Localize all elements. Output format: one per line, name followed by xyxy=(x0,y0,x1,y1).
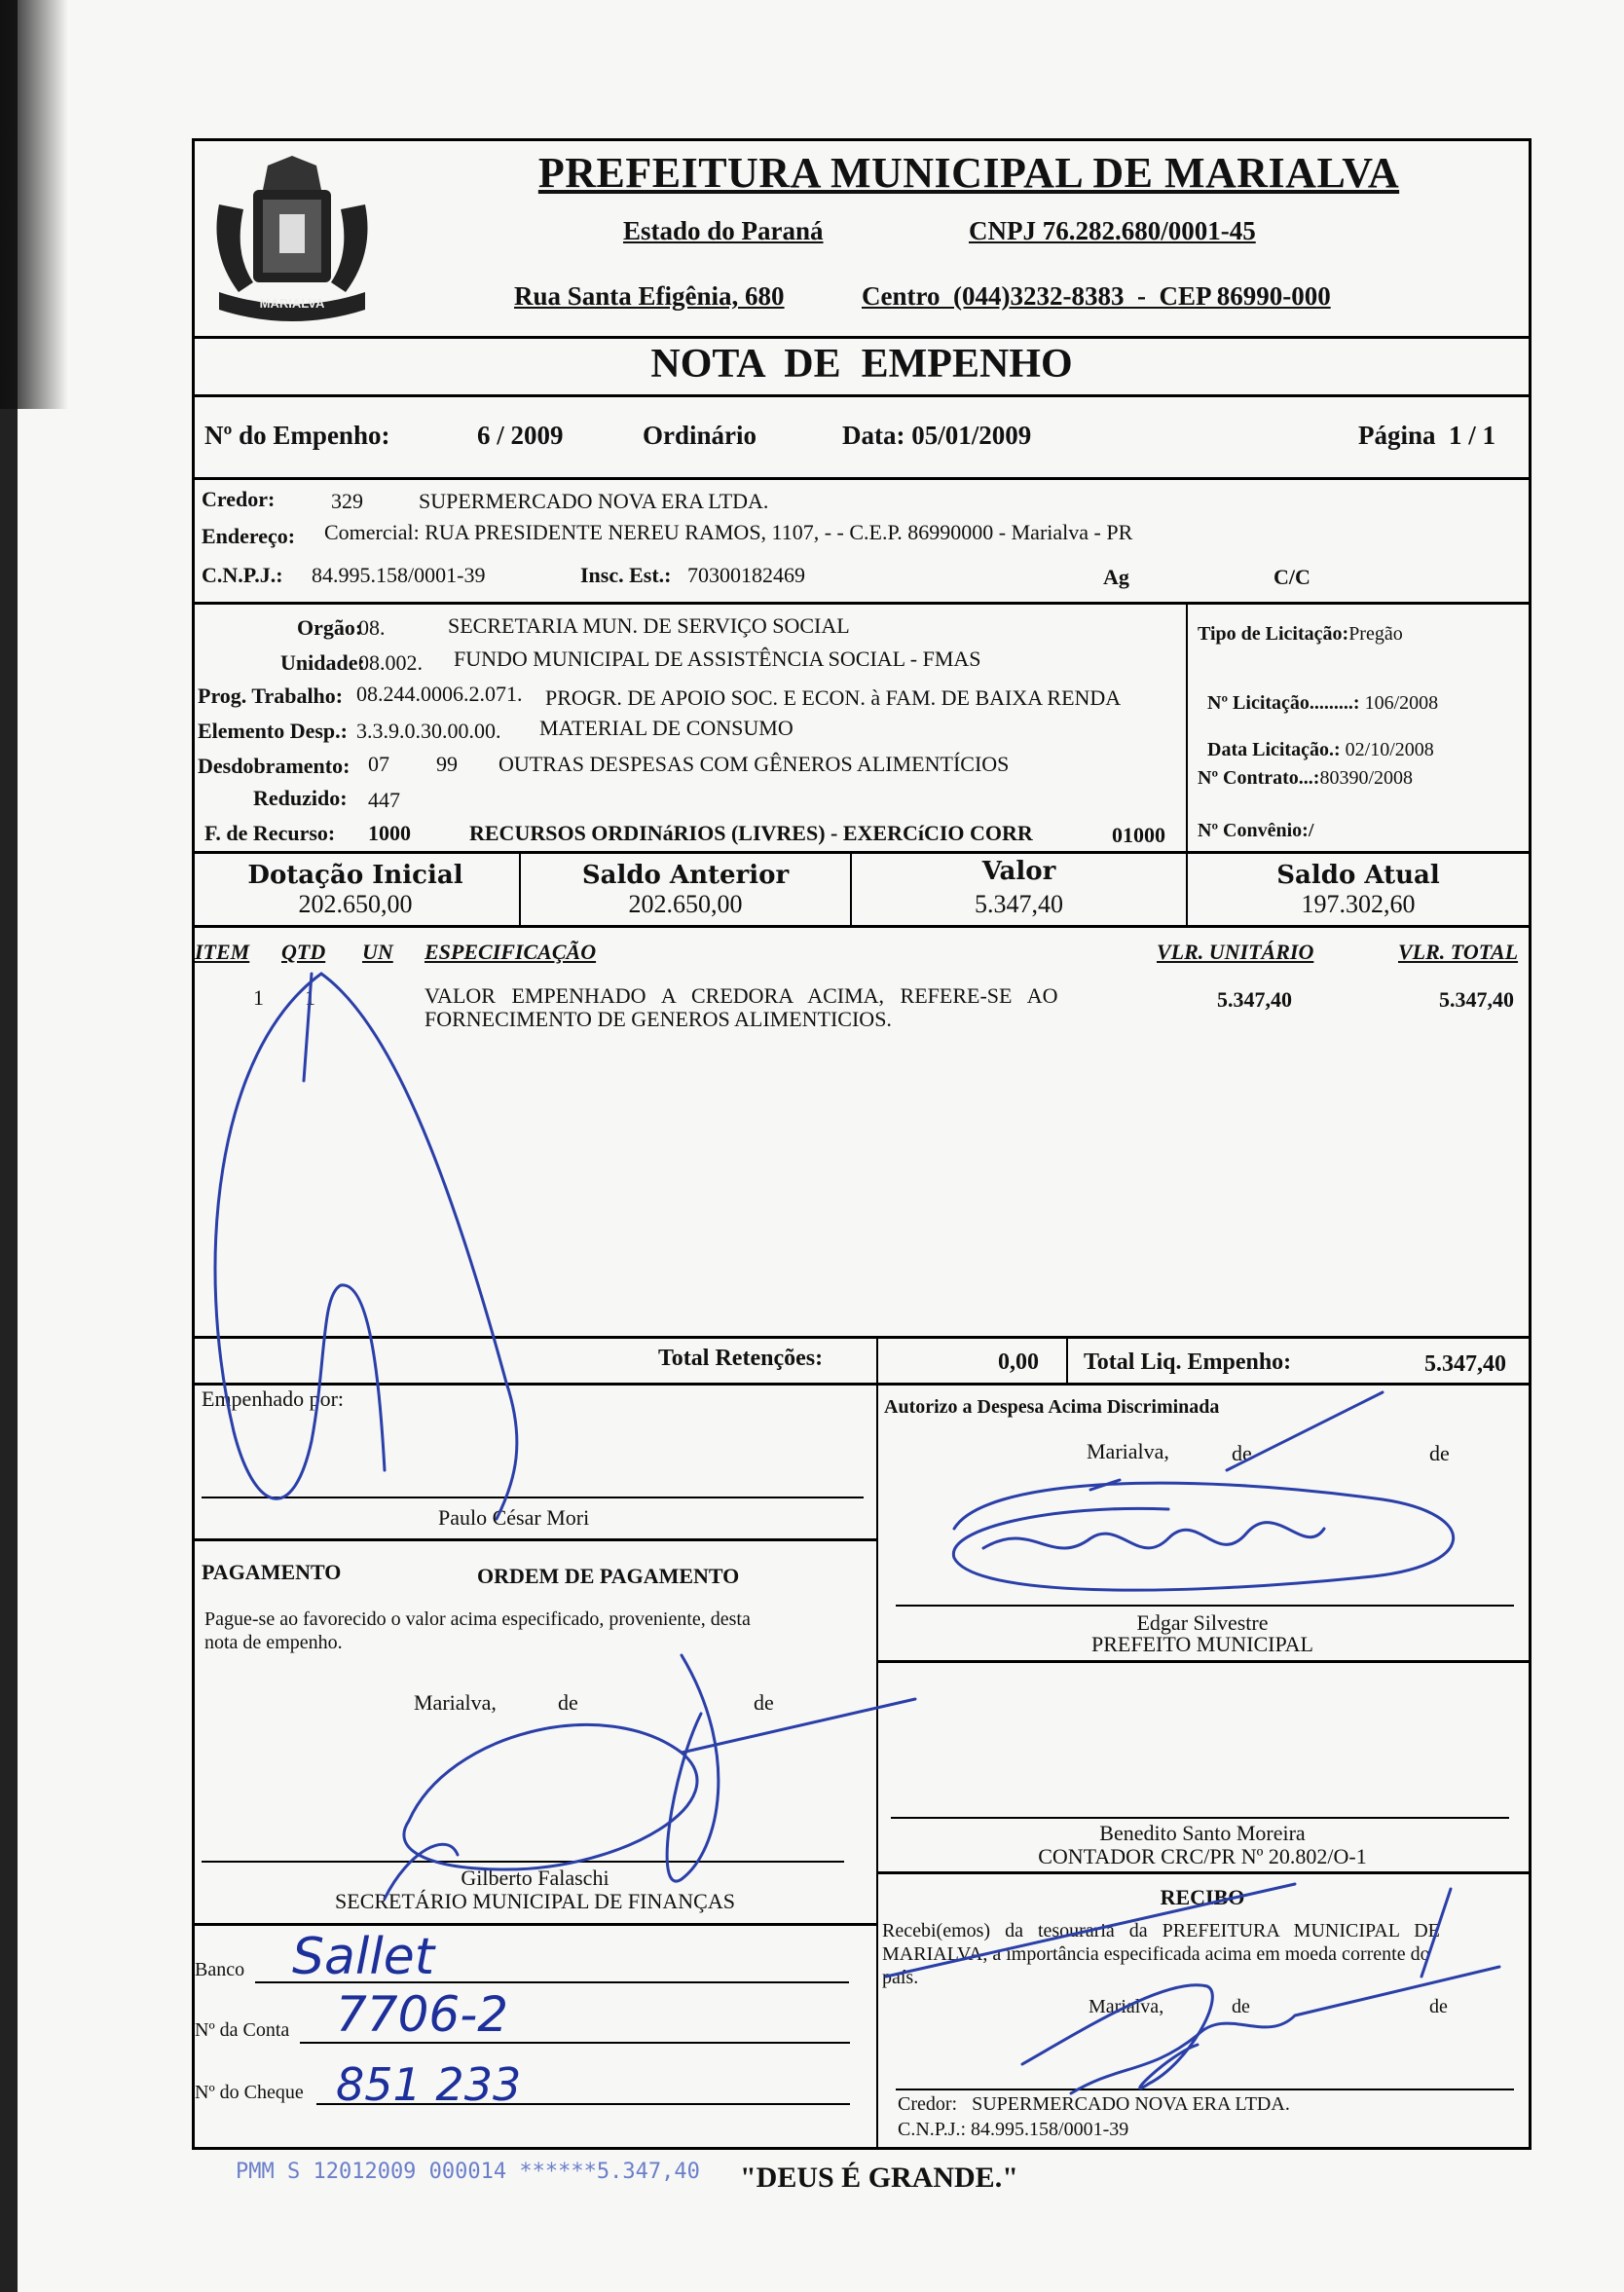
valor-value: 5.347,40 xyxy=(975,890,1063,918)
recibo-text-line1: Recebi(emos) da tesouraria da PREFEITURA MUNICIPAL DE xyxy=(882,1920,1440,1941)
cheque-label: Nº do Cheque xyxy=(195,2082,304,2103)
desd-code2: 99 xyxy=(436,752,458,776)
insc-label: Insc. Est.: xyxy=(580,563,672,587)
desd-value: OUTRAS DESPESAS COM GÊNEROS ALIMENTÍCIOS xyxy=(498,752,1010,776)
pagamento-top xyxy=(192,1538,878,1541)
liq-value: 5.347,40 xyxy=(1424,1351,1506,1377)
recibo-credor: Credor: SUPERMERCADO NOVA ERA LTDA. xyxy=(898,2093,1290,2115)
item-vlr-total: 5.347,40 xyxy=(1439,987,1514,1012)
totals-top xyxy=(192,1336,1532,1339)
footer-stamp: PMM S 12012009 000014 ******5.347,40 xyxy=(236,2160,700,2184)
item-number: 1 xyxy=(253,985,264,1010)
recibo-sign-line xyxy=(896,2089,1514,2090)
banco-top xyxy=(192,1923,878,1926)
convenio-label: Nº Convênio:/ xyxy=(1198,820,1314,841)
empenho-page: Página 1 / 1 xyxy=(1358,421,1496,450)
pagamento-text-line1: Pague-se ao favorecido o valor acima especificado, proveniente, desta xyxy=(204,1608,751,1630)
tipo-licitacao-value: Pregão xyxy=(1348,623,1403,645)
autorizo-role: PREFEITO MUNICIPAL xyxy=(1091,1632,1313,1656)
frec-value: RECURSOS ORDINáRIOS (LIVRES) - EXERCíCIO CORR xyxy=(469,821,1033,845)
credor-code: 329 xyxy=(331,489,363,513)
recibo-text-line3: país. xyxy=(882,1967,919,1988)
empenho-date: Data: 05/01/2009 xyxy=(842,421,1032,450)
totals-div-2 xyxy=(1066,1337,1068,1383)
conta-label: Nº da Conta xyxy=(195,2019,290,2041)
frec-code: 1000 xyxy=(368,821,411,845)
conta-handwritten: 7706-2 xyxy=(336,1986,509,2043)
prog-code: 08.244.0006.2.071. xyxy=(356,682,523,706)
frec-label: F. de Recurso: xyxy=(204,821,336,845)
contrato-value: 80390/2008 xyxy=(1319,767,1414,789)
contador-name: Benedito Santo Moreira xyxy=(1099,1821,1306,1845)
pagamento-label: PAGAMENTO xyxy=(202,1560,342,1584)
dotacao-value: 202.650,00 xyxy=(298,890,413,918)
contador-role: CONTADOR CRC/PR Nº 20.802/O-1 xyxy=(1038,1844,1367,1868)
municipal-crest xyxy=(200,146,385,336)
col-item: ITEM xyxy=(195,940,250,964)
pagamento-role: SECRETÁRIO MUNICIPAL DE FINANÇAS xyxy=(335,1889,735,1913)
reduzido-label: Reduzido: xyxy=(253,786,348,810)
recibo-cnpj: C.N.P.J.: 84.995.158/0001-39 xyxy=(898,2119,1129,2140)
frame-top xyxy=(192,138,1532,141)
crest-label: MARIALVA xyxy=(259,296,325,311)
retencoes-value: 0,00 xyxy=(998,1349,1039,1375)
prog-label: Prog. Trabalho: xyxy=(198,684,344,708)
budget-divider xyxy=(192,851,1532,854)
tipo-licitacao xyxy=(1198,623,1403,646)
contador-bottom xyxy=(876,1871,1532,1874)
endereco-label: Endereço: xyxy=(202,524,296,548)
pagamento-de2: de xyxy=(754,1690,774,1715)
orgao-value: SECRETARIA MUN. DE SERVIÇO SOCIAL xyxy=(448,613,850,638)
elem-value: MATERIAL DE CONSUMO xyxy=(539,716,794,740)
empenho-divider xyxy=(192,477,1532,480)
col-vlr-unit: VLR. UNITÁRIO xyxy=(1157,940,1314,964)
dotacao-label: Dotação Inicial xyxy=(247,861,463,890)
title-divider xyxy=(192,394,1532,397)
endereco-value: Comercial: RUA PRESIDENTE NEREU RAMOS, 1107, - - C.E.P. 86990000 - Marialva - PR xyxy=(324,520,1133,544)
retencoes-label: Total Retenções: xyxy=(658,1346,824,1371)
item-spec-line1: VALOR EMPENHADO A CREDORA ACIMA, REFERE-SE AO xyxy=(424,983,1058,1008)
empenho-type: Ordinário xyxy=(643,421,757,450)
autorizo-label: Autorizo a Despesa Acima Discriminada xyxy=(884,1396,1220,1418)
num-licitacao-value: 106/2008 xyxy=(1364,692,1439,714)
autorizo-de1: de xyxy=(1232,1441,1252,1465)
atual-label: Saldo Atual xyxy=(1276,861,1440,890)
totals-bottom xyxy=(192,1383,1532,1386)
credor-cnpj-label: C.N.P.J.: xyxy=(202,563,283,587)
item-spec-line2: FORNECIMENTO DE GENEROS ALIMENTICIOS. xyxy=(424,1007,892,1031)
autorizo-sign-line xyxy=(896,1605,1514,1607)
unidade-label: Unidade: xyxy=(280,650,365,675)
credor-label: Credor: xyxy=(202,487,276,511)
elem-code: 3.3.9.0.30.00.00. xyxy=(356,719,501,743)
recibo-text-line2: MARIALVA, a importância especificada acima em moeda corrente do xyxy=(882,1943,1430,1965)
licitacao-divider xyxy=(1186,603,1188,853)
valor-label: Valor xyxy=(981,857,1056,886)
col-qtd: QTD xyxy=(281,940,326,964)
footer-motto: "DEUS É GRANDE." xyxy=(740,2162,1018,2194)
totals-div-1 xyxy=(876,1337,878,1383)
pagamento-name: Gilberto Falaschi xyxy=(461,1866,609,1890)
desd-label: Desdobramento: xyxy=(198,754,351,778)
contrato-label: Nº Contrato...: xyxy=(1198,767,1320,789)
col-spec: ESPECIFICAÇÃO xyxy=(424,940,597,964)
header-divider xyxy=(192,336,1532,339)
reduzido-value: 447 xyxy=(368,788,400,812)
autorizo-name: Edgar Silvestre xyxy=(1136,1610,1269,1635)
header-address: Rua Santa Efigênia, 680 xyxy=(514,281,785,311)
cheque-handwritten: 851 233 xyxy=(336,2058,522,2111)
empenho-label: Nº do Empenho: xyxy=(204,421,390,450)
frame-right xyxy=(1529,138,1532,2149)
prog-value: PROGR. DE APOIO SOC. E ECON. à FAM. DE BAIXA RENDA xyxy=(545,685,1122,710)
credor-name: SUPERMERCADO NOVA ERA LTDA. xyxy=(419,489,769,513)
anterior-value: 202.650,00 xyxy=(628,890,743,918)
ordem-label: ORDEM DE PAGAMENTO xyxy=(477,1564,740,1588)
ag-label: Ag xyxy=(1103,565,1129,589)
recibo-label: RECIBO xyxy=(1160,1885,1245,1909)
desd-code1: 07 xyxy=(368,752,389,776)
col-un: UN xyxy=(362,940,393,964)
elem-label: Elemento Desp.: xyxy=(198,719,348,743)
empenhado-name: Paulo César Mori xyxy=(438,1505,590,1530)
unidade-code: 08.002. xyxy=(358,650,423,675)
item-qtd: 1 xyxy=(305,985,315,1010)
tipo-licitacao-label: Tipo de Licitação: xyxy=(1198,623,1349,645)
doc-title: NOTA DE EMPENHO xyxy=(650,342,1073,387)
contador-sign-line xyxy=(891,1817,1509,1819)
recibo-de1: de xyxy=(1232,1996,1250,2017)
anterior-label: Saldo Anterior xyxy=(581,861,790,890)
num-licitacao xyxy=(1198,670,1438,715)
scan-edge-shadow xyxy=(0,0,68,409)
cc-label: C/C xyxy=(1273,565,1310,589)
banco-handwritten: Sallet xyxy=(292,1928,435,1986)
frame-left xyxy=(192,138,195,2149)
data-licitacao xyxy=(1198,717,1434,761)
banco-label: Banco xyxy=(195,1959,245,1980)
header-contact: Centro (044)3232-8383 - CEP 86990-000 xyxy=(862,281,1331,311)
credor-divider xyxy=(192,602,1532,605)
recibo-de2: de xyxy=(1429,1996,1448,2017)
data-licitacao-label: Data Licitação.: xyxy=(1207,739,1346,760)
empenhado-label: Empenhado por: xyxy=(202,1386,345,1411)
unidade-value: FUNDO MUNICIPAL DE ASSISTÊNCIA SOCIAL - FMAS xyxy=(454,647,981,671)
autorizo-place: Marialva, xyxy=(1087,1439,1169,1463)
saldos-divider xyxy=(192,925,1532,928)
header-title: PREFEITURA MUNICIPAL DE MARIALVA xyxy=(537,149,1400,197)
atual-value: 197.302,60 xyxy=(1301,890,1416,918)
liq-label: Total Liq. Empenho: xyxy=(1084,1349,1292,1375)
pagamento-place: Marialva, xyxy=(414,1690,497,1715)
credor-cnpj: 84.995.158/0001-39 xyxy=(312,563,486,587)
recibo-place: Marialva, xyxy=(1089,1996,1164,2017)
frec-code2: 01000 xyxy=(1112,823,1165,847)
frame-bottom xyxy=(192,2147,1532,2150)
orgao-code: 08. xyxy=(358,615,386,640)
empenhado-sign-line xyxy=(202,1497,864,1498)
sign-center-divider xyxy=(876,1384,878,2147)
pagamento-sign-line xyxy=(202,1861,844,1863)
autorizo-bottom xyxy=(876,1660,1532,1663)
col-vlr-total: VLR. TOTAL xyxy=(1398,940,1519,964)
autorizo-de2: de xyxy=(1429,1441,1450,1465)
insc-value: 70300182469 xyxy=(687,563,805,587)
orgao-label: Orgão: xyxy=(297,615,363,640)
pagamento-de1: de xyxy=(558,1690,578,1715)
data-licitacao-value: 02/10/2008 xyxy=(1345,739,1434,760)
header-cnpj: CNPJ 76.282.680/0001-45 xyxy=(969,216,1256,245)
header-state: Estado do Paraná xyxy=(623,216,824,245)
empenho-number: 6 / 2009 xyxy=(477,421,564,450)
item-vlr-unit: 5.347,40 xyxy=(1217,987,1292,1012)
contrato xyxy=(1198,767,1413,790)
num-licitacao-label: Nº Licitação.........: xyxy=(1207,692,1365,714)
pagamento-text-line2: nota de empenho. xyxy=(204,1632,343,1653)
